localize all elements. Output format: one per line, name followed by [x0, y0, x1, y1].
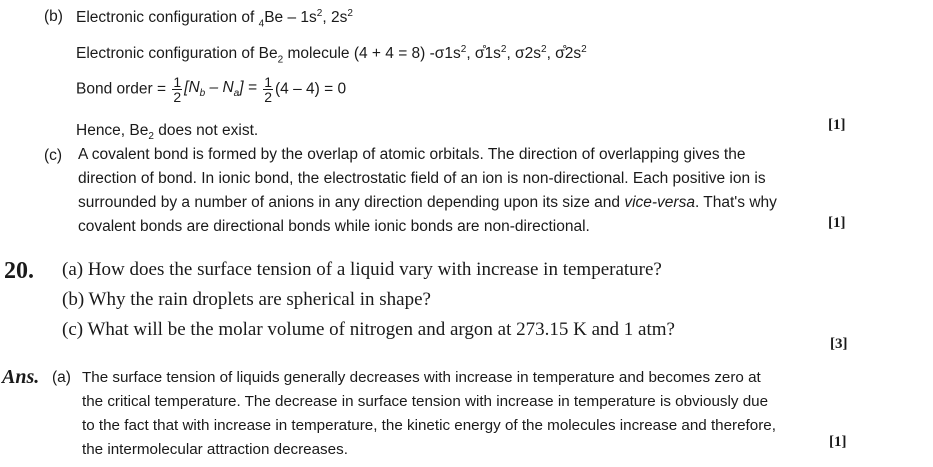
part-b-marks: [1] — [828, 117, 846, 133]
fraction-one-half-2: $\frac{1}{2}$ — [264, 74, 272, 105]
question-20a: (a) How does the surface tension of a liquid vary with increase in temperature? — [62, 259, 662, 280]
part-c-line: covalent bonds are directional bonds while ionic bonds are non-directional. — [78, 218, 590, 235]
answer-line: The surface tension of liquids generally decreases with increase in temperature and becomes zero at — [82, 369, 761, 386]
answer-label: Ans. — [2, 366, 40, 388]
question-number: 20. — [4, 258, 34, 284]
question-20-marks: [3] — [830, 336, 848, 352]
part-c-line: A covalent bond is formed by the overlap of atomic orbitals. The direction of overlapping gives the — [78, 146, 746, 163]
part-b-line1: Electronic configuration of $_4Be - 1s^2$, $2s^2$ — [76, 8, 353, 30]
fraction-one-half: $\frac{1}{2}$ — [173, 74, 182, 105]
answer-part-label: (a) — [52, 369, 71, 386]
part-c-marks: [1] — [828, 215, 846, 231]
part-c-label: (c) — [44, 147, 63, 164]
part-c-line: surrounded by a number of anions in any direction depending upon its size and vice-versa. That's why — [78, 194, 777, 211]
answer-line: the intermolecular attraction decreases. — [82, 441, 348, 458]
part-c-paragraph — [78, 143, 777, 239]
bond-order-equation: Bond order = $\frac{1}{2}$ $[N_b - N_a]$ = $\frac{1}{2}$ (4 – 4) = 0 — [76, 74, 347, 105]
part-b-label: (b) — [44, 8, 63, 25]
question-20b: (b) Why the rain droplets are spherical in shape? — [62, 289, 431, 310]
part-c-line: direction of bond. In ionic bond, the electrostatic field of an ion is non-directional. Each positive ion is — [78, 170, 766, 187]
part-b-line2: Electronic configuration of $Be_2$ molecule (4 + 4 = 8) $-\sigma 1s^2$, $\sigmå1s^2$, $\sigma 2s^2$, $\sigmå2s^2$ — [76, 44, 587, 66]
question-20c: (c) What will be the molar volume of nitrogen and argon at 273.15 K and 1 atm? — [62, 319, 675, 340]
answer-marks: [1] — [829, 434, 847, 450]
answer-paragraph — [82, 366, 776, 462]
answer-line: to the fact that with increase in temperature, the kinetic energy of the molecules increase and therefore, — [82, 417, 776, 434]
hence-line: Hence, $Be_2$ does not exist. — [76, 122, 259, 143]
answer-line: the critical temperature. The decrease in surface tension with increase in temperature is obviously due — [82, 393, 769, 410]
